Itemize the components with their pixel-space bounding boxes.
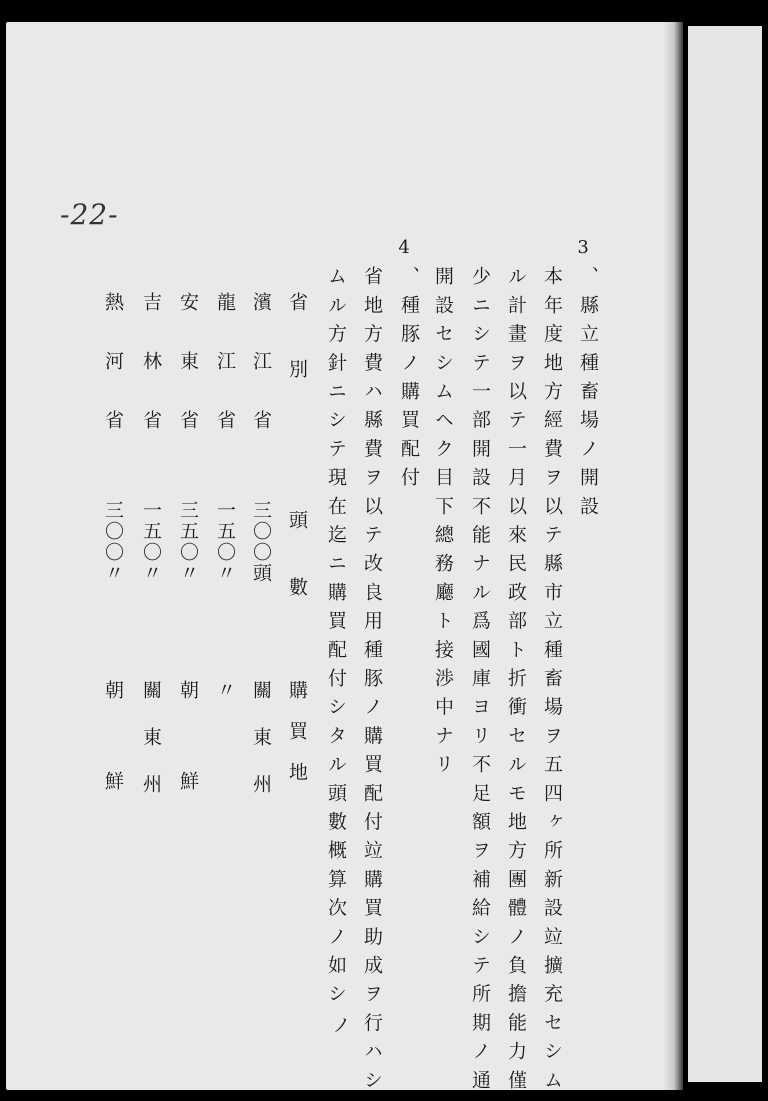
section4-number: 4 <box>398 237 420 258</box>
row-2-province: 龍江省 <box>214 292 236 469</box>
row-4-province: 吉林省 <box>140 292 162 469</box>
section4-title: 、種豚ノ購買配付 <box>398 266 420 496</box>
section3-line-4: 開設セシムヘク目下總務廳ト接渉中ナリ <box>432 266 454 783</box>
section4-heading <box>397 236 421 496</box>
row-4-count: 一五〇〃 <box>140 500 162 584</box>
row-4-place: 關東州 <box>140 680 162 821</box>
row-3-count: 三五〇〃 <box>177 500 199 584</box>
row-5-province: 熱河省 <box>102 292 124 469</box>
table-header-place: 購買地 <box>286 680 308 803</box>
section4-line-1: 省地方費ハ縣費ヲ以テ改良用種豚ノ購買配付竝購買助成ヲ行ハシ <box>361 266 383 1099</box>
section4-line-2: ムル方針ニシテ現在迄ニ購買配付シタル頭數概算次ノ如シ <box>325 266 347 1013</box>
section3-title: 、縣立種畜場ノ開設 <box>577 266 599 525</box>
section3-heading <box>576 236 600 524</box>
row-2-place: 〃 <box>214 680 236 707</box>
section3-line-3: 少ニシテ一部開設不能ナル爲國庫ヨリ不足額ヲ補給シテ所期ノ通 <box>469 266 491 1099</box>
page-number: -22- <box>60 198 119 231</box>
row-1-count: 三〇〇頭 <box>250 500 272 584</box>
page-fold-shadow <box>663 22 683 1090</box>
table-header-count: 頭數 <box>286 510 308 644</box>
row-3-place: 朝鮮 <box>177 680 199 862</box>
section4-line-3: ノ <box>329 1015 351 1034</box>
table-header-province: 省別 <box>286 292 308 426</box>
adjacent-page-strip <box>688 26 762 1082</box>
row-5-count: 三〇〇〃 <box>102 500 124 584</box>
row-5-place: 朝鮮 <box>102 680 124 862</box>
row-1-province: 濱江省 <box>250 292 272 469</box>
row-2-count: 一五〇〃 <box>214 500 236 584</box>
section3-number: 3 <box>577 237 599 258</box>
section3-line-1: 本年度地方經費ヲ以テ縣市立種畜場ヲ五四ヶ所新設竝擴充セシム <box>541 266 563 1099</box>
row-1-place: 關東州 <box>250 680 272 821</box>
section3-line-2: ル計畫ヲ以テ一月以來民政部ト折衝セルモ地方團體ノ負擔能力僅 <box>505 266 527 1099</box>
row-3-province: 安東省 <box>177 292 199 469</box>
